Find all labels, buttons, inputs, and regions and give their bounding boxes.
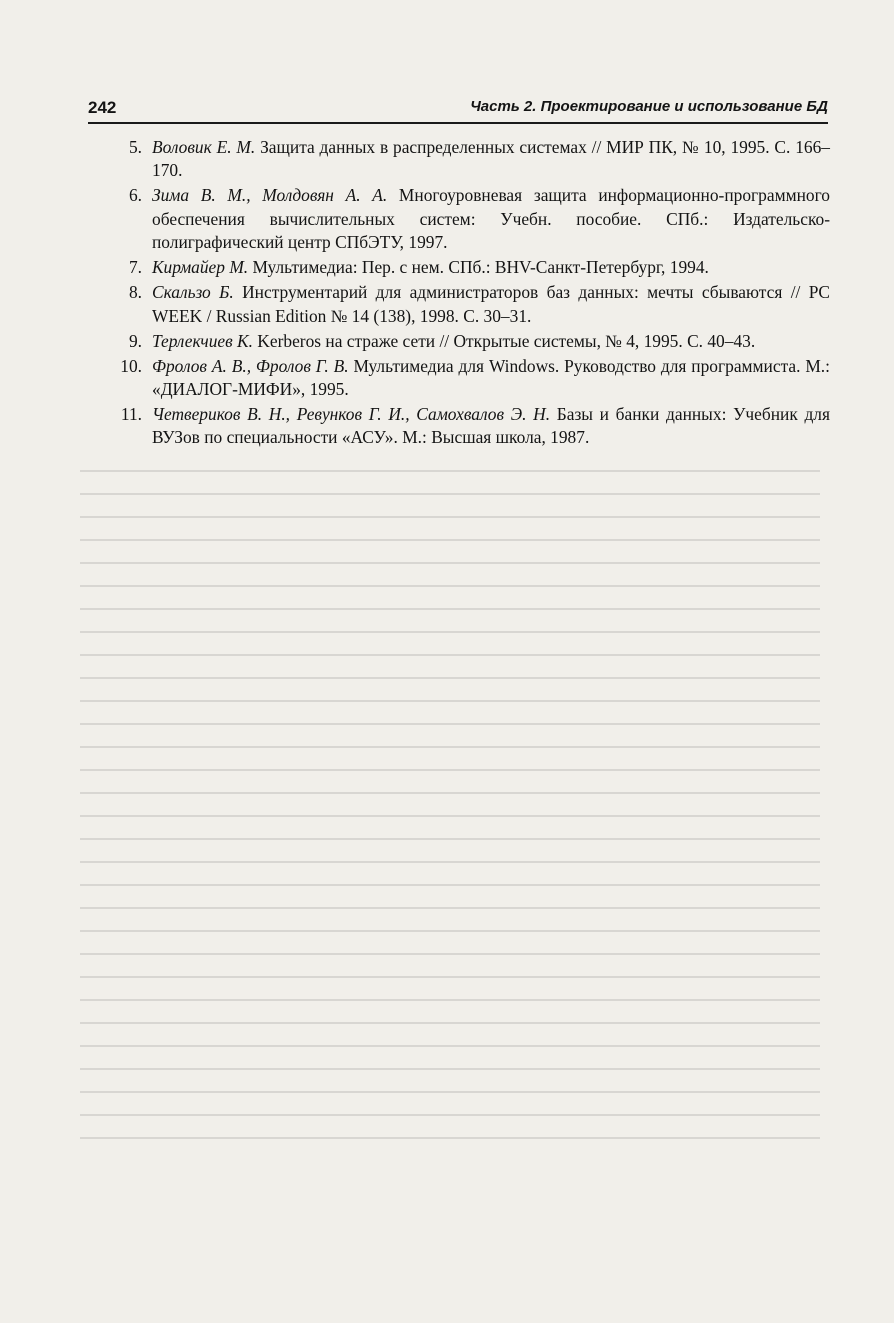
reference-number: 11. — [120, 404, 142, 425]
running-head: Часть 2. Проектирование и использование БД — [470, 98, 828, 115]
reference-authors: Кирмайер М. — [152, 257, 249, 278]
reference-text: Защита данных в распределенных системах // МИР ПК, № 10, 1995. С. 166–170. — [152, 137, 830, 181]
reference-text: Базы и банки данных: Учебник для ВУЗов по специальности «АСУ». М.: Высшая школа, 1987. — [152, 404, 830, 448]
reference-authors: Четвериков В. Н., Ревунков Г. И., Самохвалов Э. Н. — [152, 404, 551, 425]
reference-text: Многоуровневая защита информационно-программного обеспечения вычислительных систем: Учебн. пособие. СПб.: Издательско-полиграфический центр СПбЭТУ, 1997. — [152, 185, 830, 253]
reference-authors: Скальзо Б. — [152, 282, 234, 303]
reference-authors: Фролов А. В., Фролов Г. В. — [152, 355, 349, 376]
reference-text: Мультимедиа для Windows. Руководство для программиста. М.: «ДИАЛОГ-МИФИ», 1995. — [152, 355, 830, 400]
reference-text: Инструментарий для администраторов баз данных: мечты сбываются // PC WEEK / Russian Edition № 14 (138), 1998. С. 30–31. — [152, 282, 830, 326]
reference-number: 7. — [128, 257, 142, 278]
reference-item — [108, 256, 830, 279]
reference-item — [108, 281, 830, 328]
reference-number: 5. — [128, 137, 142, 157]
reference-number: 9. — [128, 330, 142, 351]
reference-number: 10. — [120, 355, 142, 376]
reference-text: Kerberos на страже сети // Открытые системы, № 4, 1995. С. 40–43. — [252, 330, 756, 351]
reference-item — [108, 355, 830, 402]
reference-number: 8. — [128, 282, 142, 303]
show-through-background — [80, 470, 820, 1200]
reference-authors: Терлекчиев К. — [152, 330, 253, 351]
reference-item — [108, 184, 830, 254]
reference-text: Мультимедиа: Пер. с нем. СПб.: BHV-Санкт-Петербург, 1994. — [248, 257, 709, 278]
reference-authors: Воловик Е. М. — [152, 137, 256, 157]
page-number: 242 — [88, 98, 117, 117]
reference-authors: Зима В. М., Молдовян А. А. — [152, 185, 388, 206]
page-header — [88, 96, 828, 124]
reference-item — [108, 136, 830, 183]
reference-item — [108, 403, 830, 450]
reference-list — [108, 136, 830, 451]
reference-item — [108, 330, 830, 353]
reference-number: 6. — [128, 185, 142, 206]
